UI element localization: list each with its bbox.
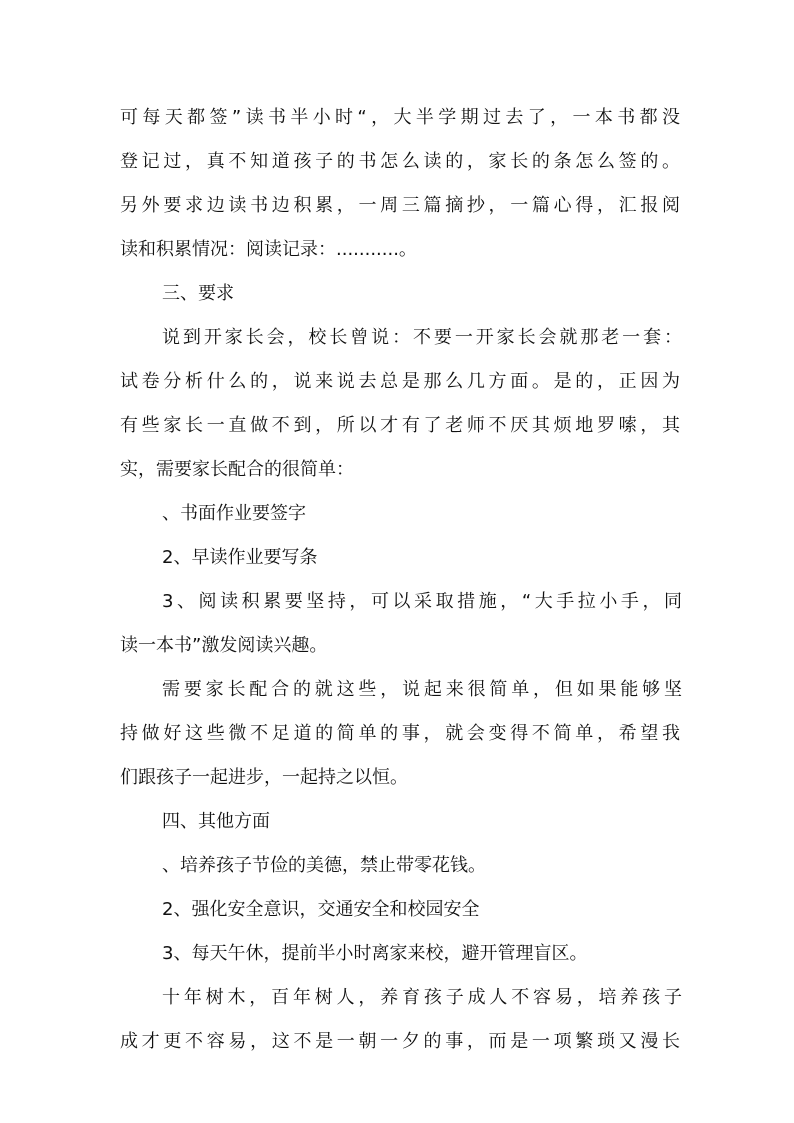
- text-line: 另外要求边读书边积累，一周三篇摘抄，一篇心得，汇报阅: [120, 195, 680, 216]
- list-item: 2、强化安全意识，交通安全和校园安全: [162, 899, 480, 920]
- text-line: 持做好这些微不足道的简单的事，就会变得不简单，希望我: [120, 723, 680, 744]
- text-line: 登记过，真不知道孩子的书怎么读的，家长的条怎么签的。: [120, 151, 680, 172]
- list-item: 、书面作业要签字: [162, 503, 306, 524]
- text-line: 十年树木，百年树人，养育孩子成人不容易，培养孩子: [162, 987, 682, 1008]
- text-line: 读一本书”激发阅读兴趣。: [120, 635, 328, 656]
- text-line: 说到开家长会，校长曾说：不要一开家长会就那老一套：: [162, 327, 682, 348]
- text-line: 有些家长一直做不到，所以才有了老师不厌其烦地罗嗦，其: [120, 415, 680, 436]
- list-item: 3、每天午休，提前半小时离家来校，避开管理盲区。: [162, 943, 588, 964]
- list-item: 3、阅读积累要坚持，可以采取措施，“大手拉小手，同: [162, 591, 682, 612]
- list-item: 、培养孩子节俭的美德，禁止带零花钱。: [162, 855, 486, 876]
- text-line: 试卷分析什么的，说来说去总是那么几方面。是的，正因为: [120, 371, 680, 392]
- section-heading: 三、要求: [162, 283, 234, 304]
- text-line: 成才更不容易，这不是一朝一夕的事，而是一项繁琐又漫长: [120, 1031, 680, 1052]
- text-line: 实，需要家长配合的很简单：: [120, 459, 354, 480]
- text-line: 需要家长配合的就这些，说起来很简单，但如果能够坚: [162, 679, 682, 700]
- text-line: 可每天都签”读书半小时“，大半学期过去了，一本书都没: [120, 107, 680, 128]
- text-line: 们跟孩子一起进步，一起持之以恒。: [120, 767, 408, 788]
- text-line: 读和积累情况：阅读记录：...........。: [120, 239, 417, 260]
- section-heading: 四、其他方面: [162, 811, 270, 832]
- list-item: 2、早读作业要写条: [162, 547, 318, 568]
